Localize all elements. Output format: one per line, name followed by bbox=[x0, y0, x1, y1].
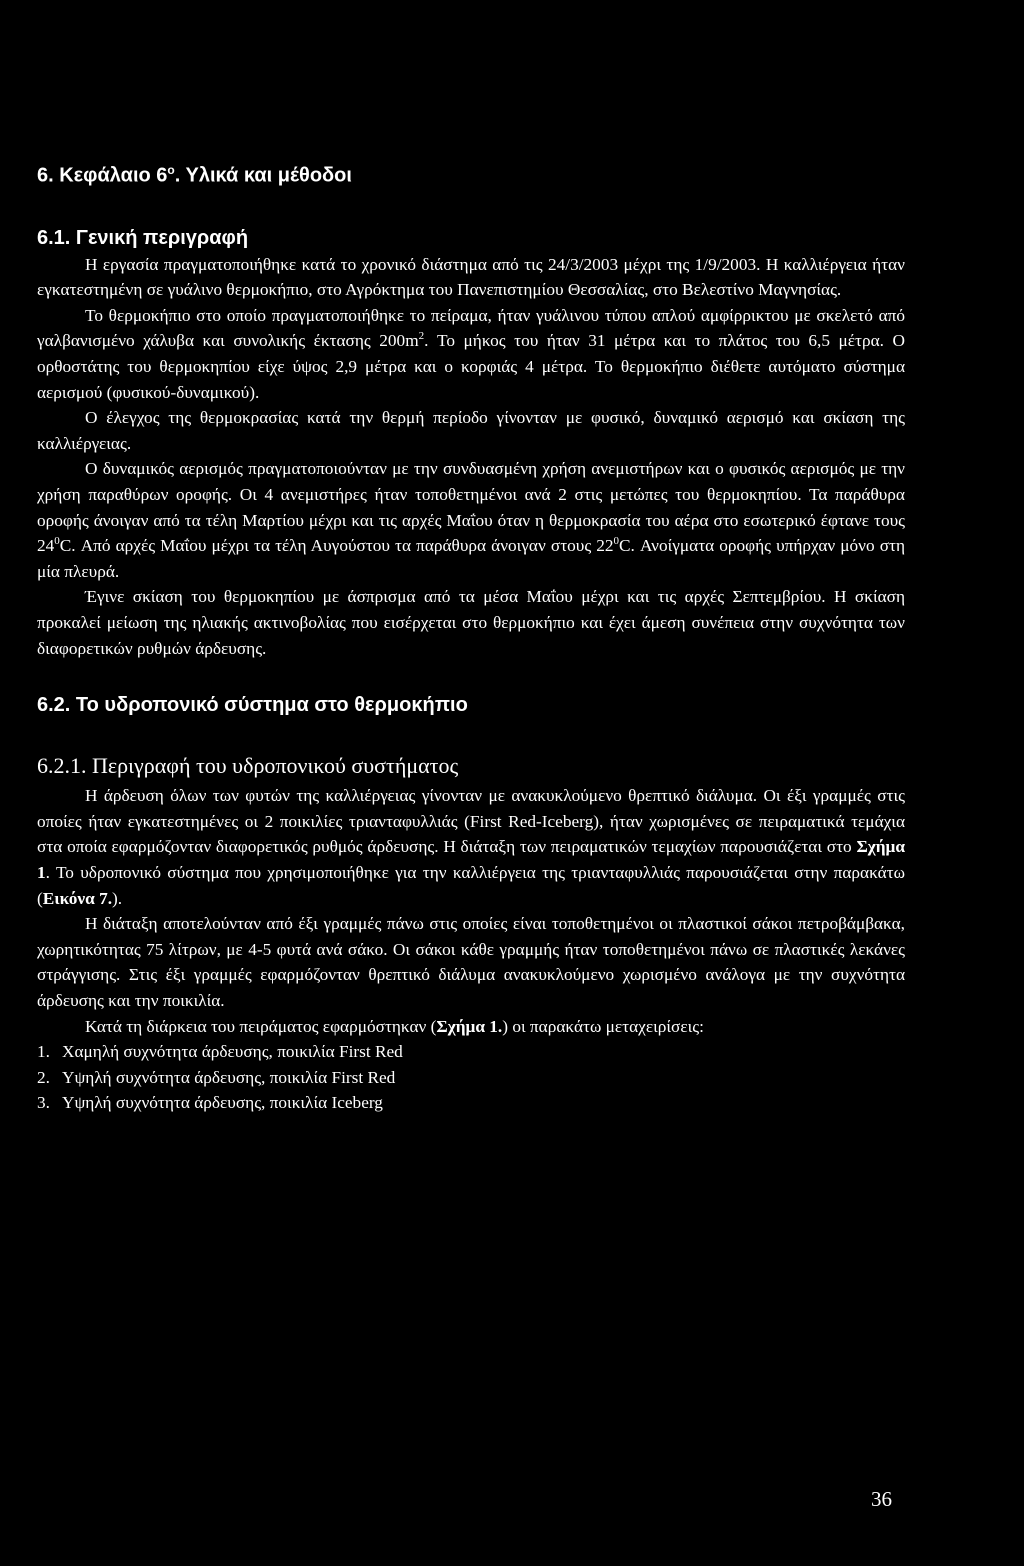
paragraph-text: . Το μήκος του ήταν 31 μέτρα και το πλάτος του 6,5 μέτρα. Ο ορθοστάτης του θερμοκηπίου είχε ύψος 2,9 μέτρα και ο κορφιάς 4 μέτρα. Το θερμοκήπιο διέθετε αυτόματο σύστημα αερισμού (φυσικού-δυναμικού). bbox=[37, 331, 906, 402]
paragraph-text: Η άρδευση όλων των φυτών της καλλιέργειας γίνονταν με ανακυκλούμενο θρεπτικό διάλυμα. Οι έξι γραμμές στις οποίες ήταν εγκατεστημένες οι 2 ποικιλίες τριανταφυλλιάς (First Red-Iceberg), ήταν χωρισμένες σε πειραματικά τεμάχια στα οποία εφαρμόζονταν διαφορετικός ρυθμός άρδευσης. Η διάταξη των πειραματικών τεμαχίων παρουσιάζεται στο bbox=[37, 786, 905, 857]
section-title-6-1: 6.1. Γενική περιγραφή bbox=[37, 226, 249, 249]
list-item-text: Χαμηλή συχνότητα άρδευσης, ποικιλία First Red bbox=[62, 1042, 403, 1062]
paragraph-text: ) οι παρακάτω μεταχειρίσεις: bbox=[502, 1016, 704, 1036]
paragraph: Ο έλεγχος της θερμοκρασίας κατά την θερμή περίοδο γίνονταν με φυσικό, δυναμικό αερισμό και σκίαση της καλλιέργειας. bbox=[37, 408, 905, 453]
page-number: 36 bbox=[871, 1487, 892, 1511]
subsection-title-6-2-1: 6.2.1. Περιγραφή του υδροπονικού συστήματος bbox=[37, 753, 459, 779]
paragraph-text: Ο δυναμικός αερισμός πραγματοποιούνταν με την συνδυασμένη χρήση ανεμιστήρων και ο φυσικός αερισμός με την χρήση παραθύρων οροφής. Οι 4 ανεμιστήρες ήταν τοποθετημένοι ανά 2 στις μετώπες του θερμοκηπίου. Τα παράθυρα οροφής άνοιγαν από τα τέλη Μαρτίου μέχρι και τις αρχές Μαΐου όταν η θερμοκρασία του αέρα στο εσωτερικό έφτανε τους 24 bbox=[37, 459, 905, 556]
paragraph-text: Κατά τη διάρκεια του πειράματος εφαρμόστηκαν ( bbox=[85, 1016, 437, 1036]
paragraph bbox=[37, 303, 905, 405]
list-item bbox=[37, 1090, 905, 1116]
figure-reference: Σχήμα 1. bbox=[436, 1016, 503, 1036]
list-item-number: 3. bbox=[37, 1093, 50, 1113]
paragraph: Έγινε σκίαση του θερμοκηπίου με άσπρισμα από τα μέσα Μαΐου μέχρι και τις αρχές Σεπτεμβρίου. Η σκίαση προκαλεί μείωση της ηλιακής ακτινοβολίας που εισέρχεται στο θερμοκήπιο και έχει άμεση συνέπεια στην συχνότητα των διαφορετικών ρυθμών άρδευσης. bbox=[37, 587, 905, 658]
chapter-title-sup: ο bbox=[167, 163, 175, 177]
section-title-6-2: 6.2. Το υδροπονικό σύστημα στο θερμοκήπιο bbox=[37, 694, 468, 717]
list-item-text: Υψηλή συχνότητα άρδευσης, ποικιλία Iceberg bbox=[62, 1093, 383, 1113]
paragraph-text: Το θερμοκήπιο στο οποίο πραγματοποιήθηκε το πείραμα, ήταν γυάλινου τύπου απλού αμφίρρικτου με σκελετό από γαλβανισμένο χάλυβα και συνολικής έκτασης 200m bbox=[37, 305, 905, 351]
paragraph: Η διάταξη αποτελούνταν από έξι γραμμές πάνω στις οποίες είναι τοποθετημένοι οι πλαστικοί σάκοι πετροβάμβακα, χωρητικότητας 75 λίτρων, με 4-5 φυτά ανά σάκο. Οι σάκοι κάθε γραμμής ήταν τοποθετημένοι πάνω σε πλαστικές λεκάνες στράγγισης. Στις έξι γραμμές εφαρμόζονταν θρεπτικό διάλυμα ανακυκλούμενο χωρισμένο ανάλογα με την συχνότητα άρδευσης και την ποικιλία. bbox=[37, 914, 905, 1010]
superscript: 2 bbox=[418, 330, 425, 343]
paragraph-text: ). bbox=[112, 888, 123, 908]
document-page bbox=[37, 156, 905, 1116]
figure-reference: Σχήμα 1 bbox=[37, 837, 905, 882]
list-item-text: Υψηλή συχνότητα άρδευσης, ποικιλία First Red bbox=[62, 1067, 396, 1087]
paragraph bbox=[37, 1014, 905, 1040]
superscript: 0 bbox=[613, 535, 620, 548]
treatment-list bbox=[37, 1039, 905, 1116]
paragraph-text: C. Ανοίγματα οροφής υπήρχαν μόνο στη μία πλευρά. bbox=[37, 536, 905, 581]
paragraph bbox=[37, 783, 905, 911]
chapter-title-suffix: . Υλικά και μέθοδοι bbox=[174, 164, 352, 187]
superscript: 0 bbox=[54, 535, 60, 548]
list-item bbox=[37, 1065, 905, 1091]
paragraph bbox=[37, 456, 905, 584]
paragraph-text: . Το υδροπονικό σύστημα που χρησιμοποιήθηκε για την καλλιέργεια της τριανταφυλλιάς παρουσιάζεται στην παρακάτω ( bbox=[37, 862, 905, 908]
list-item bbox=[37, 1039, 905, 1065]
chapter-title-prefix: 6. Κεφάλαιο 6 bbox=[37, 164, 168, 187]
paragraph: Η εργασία πραγματοποιήθηκε κατά το χρονικό διάστημα από τις 24/3/2003 μέχρι της 1/9/2003. Η καλλιέργεια ήταν εγκατεστημένη σε γυάλινο θερμοκήπιο, στο Αγρόκτημα του Πανεπιστημίου Θεσσαλίας, στο Βελεστίνο Μαγνησίας. bbox=[37, 254, 905, 300]
list-item-number: 2. bbox=[37, 1067, 50, 1087]
paragraph-text: C. Από αρχές Μαΐου μέχρι τα τέλη Αυγούστου τα παράθυρα άνοιγαν στους 22 bbox=[59, 536, 614, 556]
chapter-title bbox=[37, 156, 905, 190]
list-item-number: 1. bbox=[37, 1042, 50, 1062]
image-reference: Εικόνα 7. bbox=[42, 888, 113, 908]
